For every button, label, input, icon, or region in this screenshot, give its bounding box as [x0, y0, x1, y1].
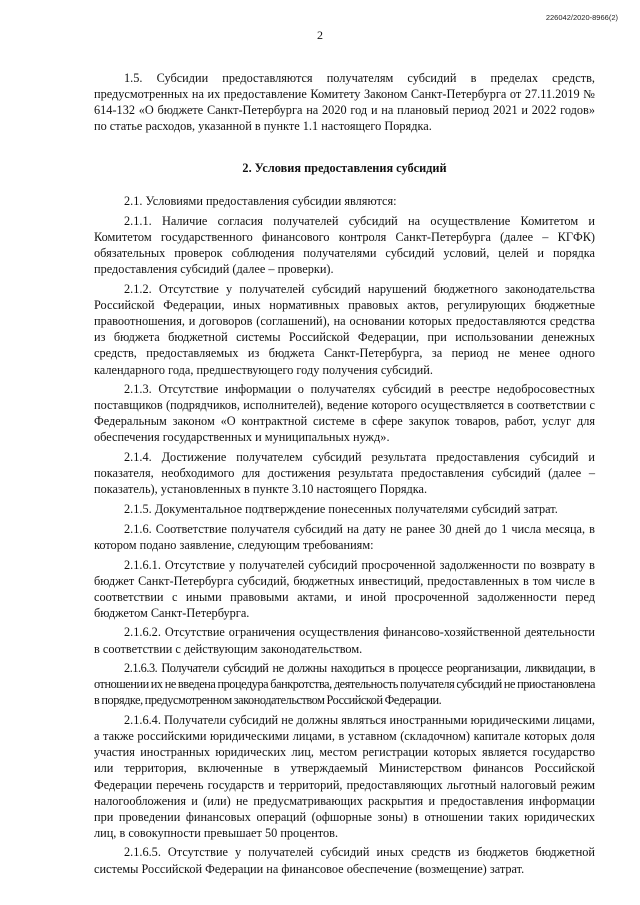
page-number: 2	[317, 28, 323, 42]
document-id: 226042/2020-8966(2)	[545, 13, 618, 22]
paragraph-2-1-3: 2.1.3. Отсутствие информации о получателях субсидий в реестре недобросовестных поставщиков (подрядчиков, исполнителей), ведение которого осуществляется в соответствии с Федеральным законом «О контрактной системе в сфере закупок товаров, работ, услуг для обеспечения государственных и муниципальных нужд».	[94, 382, 595, 445]
paragraph-2-1-6-3: 2.1.6.3. Получатели субсидий не должны находиться в процессе реорганизации, ликвидации, в отношении их не введена процедура банкротства, деятельность получателя субсидий не приостановлена в порядке, предусмотренном законодательством Российской Федерации.	[94, 661, 595, 708]
document-body	[94, 70, 595, 880]
paragraph-2-1-5: 2.1.5. Документальное подтверждение понесенных получателями субсидий затрат.	[124, 502, 558, 517]
paragraph-2-1-6: 2.1.6. Соответствие получателя субсидий на дату не ранее 30 дней до 1 числа месяца, в котором подано заявление, следующим требованиям:	[94, 521, 595, 552]
paragraph-2-1-4: 2.1.4. Достижение получателем субсидий результата предоставления субсидий и показателя, необходимого для достижения результата предоставления субсидий (далее – показатель), установленных в пункте 3.10 настоящего Порядка.	[94, 450, 595, 497]
paragraph-2-1-1: 2.1.1. Наличие согласия получателей субсидий на осуществление Комитетом и Комитетом государственного финансового контроля Санкт-Петербурга (далее – КГФК) обязательных проверок соблюдения получателями субсидий условий, целей и порядка предоставления субсидий (далее – проверки).	[94, 214, 595, 277]
paragraph-2-1-6-5: 2.1.6.5. Отсутствие у получателей субсидий иных средств из бюджетов бюджетной системы Российской Федерации на финансовое обеспечение (возмещение) затрат.	[94, 845, 595, 876]
section-2-title: 2. Условия предоставления субсидий	[242, 161, 447, 176]
paragraph-2-1-6-1: 2.1.6.1. Отсутствие у получателей субсидий просроченной задолженности по возврату в бюджет Санкт-Петербурга субсидий, бюджетных инвестиций, предоставленных в том числе в соответствии с иными правовыми актами, и иной просроченной задолженности перед бюджетом Санкт-Петербурга.	[94, 557, 595, 620]
paragraph-2-1-6-4: 2.1.6.4. Получатели субсидий не должны являться иностранными юридическими лицами, а также российскими юридическими лицами, в уставном (складочном) капитале которых доля участия иностранных юридических лиц, местом регистрации которых является государство или территория, включенные в утверждаемый Министерством финансов Российской Федерации перечень государств и территорий, предоставляющих льготный налоговый режим налогообложения и (или) не предусматривающих раскрытия и предоставления информации при проведении финансовых операций (офшорные зоны) в отношении таких юридических лиц, в совокупности превышает 50 процентов.	[94, 713, 595, 840]
paragraph-2-1-6-2: 2.1.6.2. Отсутствие ограничения осуществления финансово-хозяйственной деятельности в соответствии с действующим законодательством.	[94, 625, 595, 656]
paragraph-1-5: 1.5. Субсидии предоставляются получателям субсидий в пределах средств, предусмотренных на их предоставление Комитету Законом Санкт-Петербурга от 27.11.2019 № 614-132 «О бюджете Санкт-Петербурга на 2020 год и на плановый период 2021 и 2022 годов» по статье расходов, указанной в пункте 1.1 настоящего Порядка.	[94, 71, 595, 134]
paragraph-2-1: 2.1. Условиями предоставления субсидии являются:	[124, 194, 397, 209]
paragraph-2-1-2: 2.1.2. Отсутствие у получателей субсидий нарушений бюджетного законодательства Российской Федерации, иных нормативных правовых актов, регулирующих бюджетные правоотношения, и договоров (соглашений), на основании которых предоставляются средства из бюджета бюджетной системы Российской Федерации, при использовании денежных средств, предоставляемых из бюджета Санкт-Петербурга, за период не менее одного календарного года, предшествующего году получения субсидий.	[94, 282, 595, 377]
